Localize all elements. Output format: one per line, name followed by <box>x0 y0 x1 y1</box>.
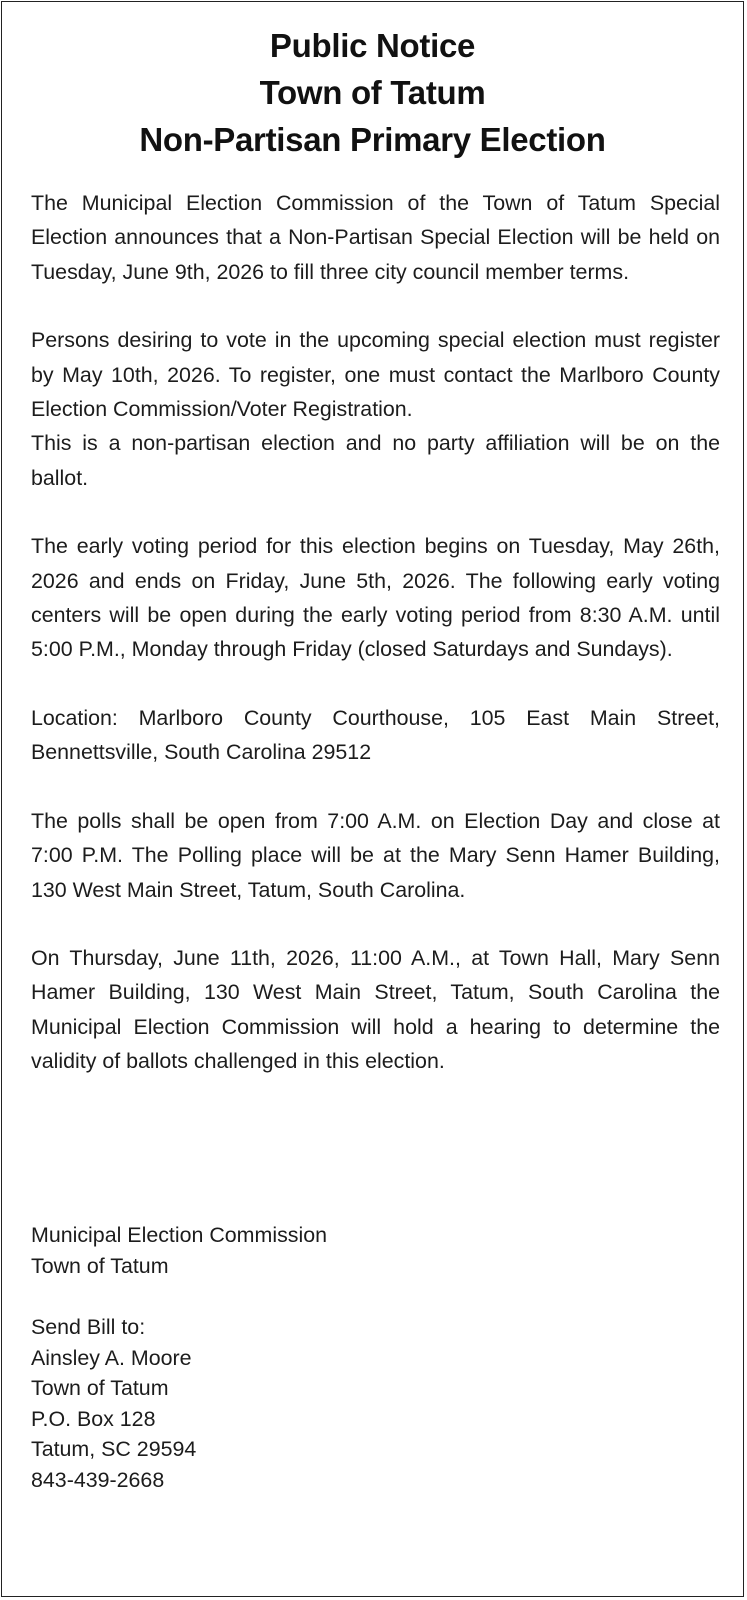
signature-block <box>31 1220 327 1281</box>
early-voting-paragraph: The early voting period for this election begins on Tuesday, May 26th, 2026 and ends on Friday, June 5th, 2026. The following early voting centers will be open during the early voting period from 8:30 A.M. until 5:00 P.M., Monday through Friday (closed Saturdays and Sundays). <box>31 534 720 662</box>
billing-block <box>31 1312 196 1495</box>
location-paragraph: Location: Marlboro County Courthouse, 105 East Main Street, Bennettsville, South Carolina 29512 <box>31 705 720 765</box>
notice-body <box>31 186 720 1079</box>
notice-header <box>2 22 743 163</box>
billing-city-state-zip: Tatum, SC 29594 <box>31 1437 197 1461</box>
billing-name: Ainsley A. Moore <box>31 1345 192 1370</box>
nonpartisan-paragraph: This is a non-partisan election and no party affiliation will be on the ballot. <box>31 431 720 490</box>
billing-po-box: P.O. Box 128 <box>31 1406 156 1431</box>
announcement-paragraph: The Municipal Election Commission of the Town of Tatum Special Election announces that a Non-Partisan Special Election will be held on Tuesday, June 9th, 2026 to fill three city council member terms. <box>31 191 720 284</box>
signature-town: Town of Tatum <box>31 1253 169 1278</box>
election-name-heading: Non-Partisan Primary Election <box>139 121 606 158</box>
public-notice <box>1 1 744 1597</box>
polls-paragraph: The polls shall be open from 7:00 A.M. on Election Day and close at 7:00 P.M. The Polling place will be at the Mary Senn Hamer Building, 130 West Main Street, Tatum, South Carolina. <box>31 808 720 902</box>
town-name-heading: Town of Tatum <box>259 74 486 111</box>
billing-town: Town of Tatum <box>31 1376 169 1400</box>
notice-title: Public Notice <box>269 27 476 64</box>
hearing-paragraph: On Thursday, June 11th, 2026, 11:00 A.M., at Town Hall, Mary Senn Hamer Building, 130 West Main Street, Tatum, South Carolina the Municipal Election Commission will hold a hearing to determine the validity of ballots challenged in this election. <box>31 945 720 1074</box>
registration-paragraph: Persons desiring to vote in the upcoming special election must register by May 10th, 2026. To register, one must contact the Marlboro County Election Commission/Voter Registration. <box>31 328 720 422</box>
signature-org: Municipal Election Commission <box>31 1223 328 1247</box>
billing-label: Send Bill to: <box>31 1315 146 1339</box>
billing-phone: 843-439-2668 <box>31 1467 165 1492</box>
